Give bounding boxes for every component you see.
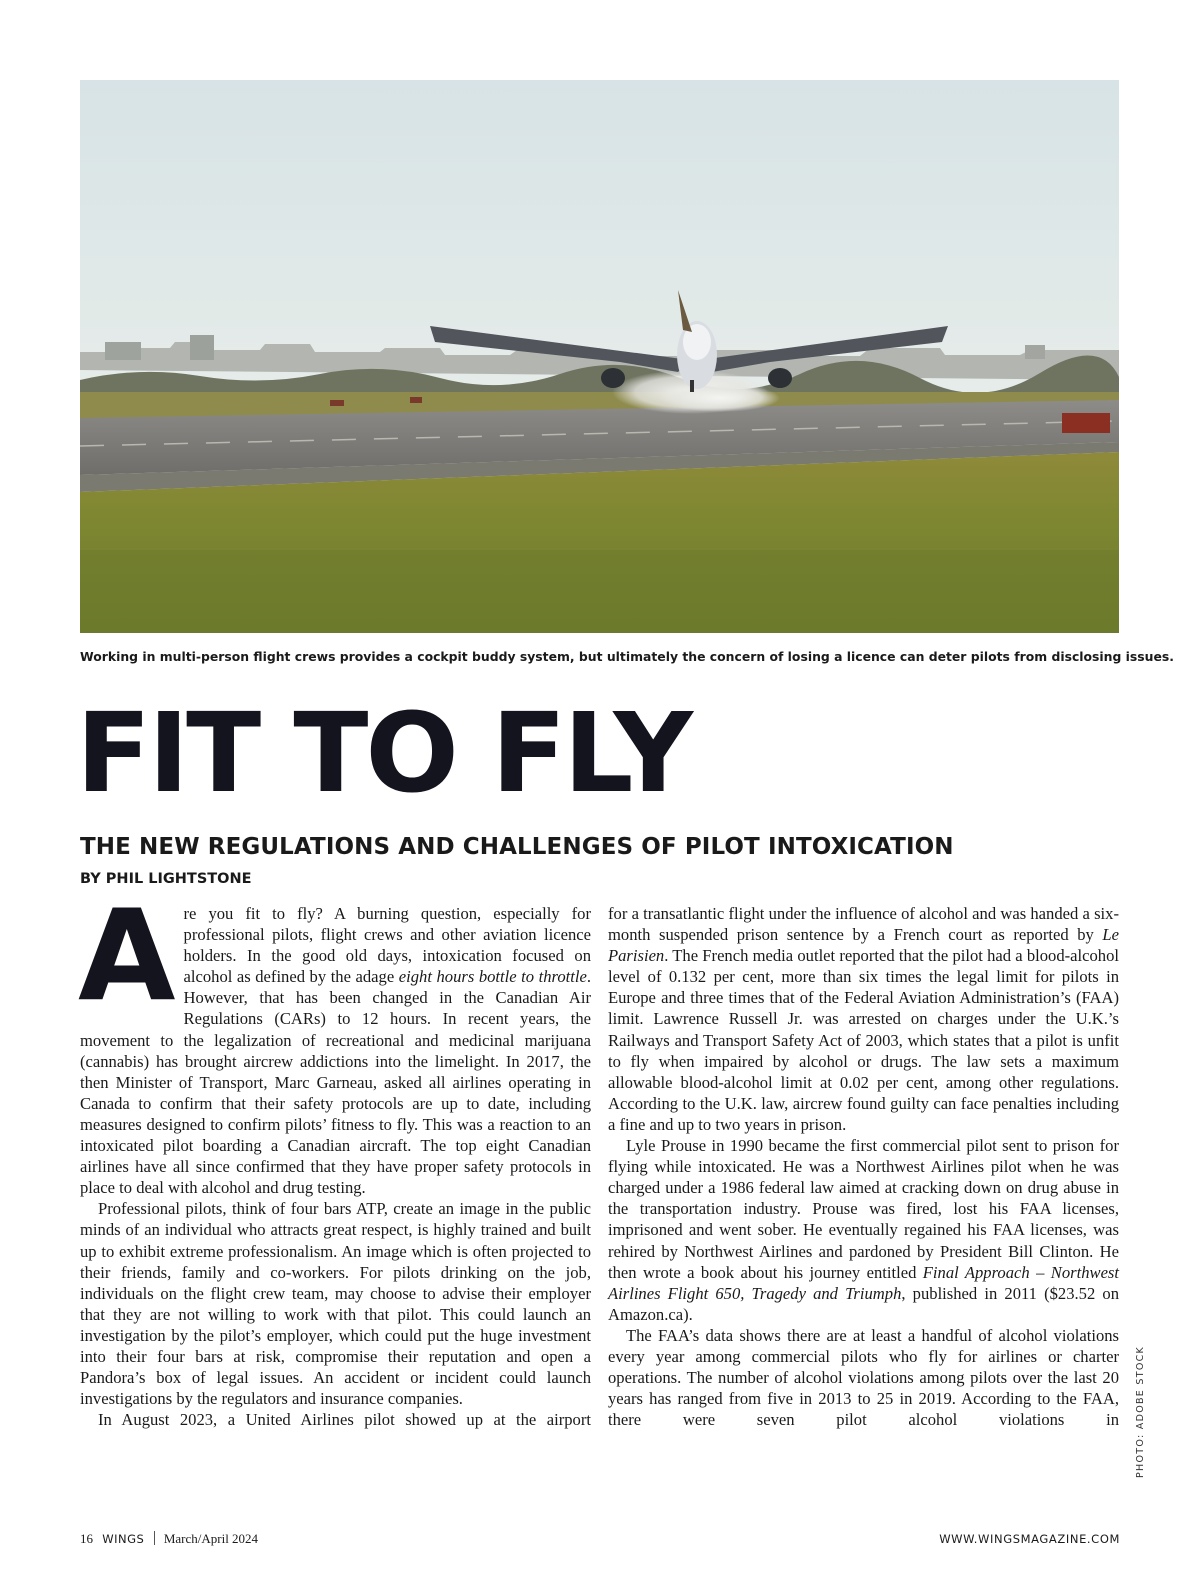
article-column-left [78, 882, 591, 1430]
magazine-name: WINGS [102, 1532, 145, 1546]
article-paragraph: The FAA’s data shows there are at least a handful of alcohol violations every year among commercial pilots who fly for airlines or charter operations. The number of alcohol violations among pilots over the last 20 years has ranged from five in 2013 to 25 in 2019. According to the FAA, there were seven pilot alcohol violations in [608, 1325, 1119, 1430]
page-number: 16 [80, 1531, 93, 1546]
drop-cap: A [78, 882, 176, 1029]
article-paragraph: for a transatlantic flight under the influence of alcohol and was handed a six-month suspended prison sentence by a French court as reported by Le Parisien. The French media outlet reported that the pilot had a blood-alcohol level of 0.132 per cent, more than six times the legal limit for pilots in Europe and three times that of the Federal Aviation Administration’s (FAA) limit. Lawrence Russell Jr. was arrested on charges under the U.K.’s Railways and Transport Safety Act of 2003, which states that a pilot is unfit to fly when impaired by alcohol or drugs. The law sets a maximum allowable blood-alcohol limit at 0.02 per cent, among other regulations. According to the U.K. law, aircrew found guilty can face penalties including a fine and up to two years in prison. [608, 904, 1119, 1134]
article-title: FIT TO FLY [76, 689, 690, 817]
photo-caption: Working in multi-person flight crews provides a cockpit buddy system, but ultimately the concern of losing a licence can deter pilots from disclosing issues. [80, 649, 1174, 664]
footer-divider [154, 1531, 155, 1545]
article-column-right [608, 903, 1119, 1430]
issue-date: March/April 2024 [163, 1531, 259, 1546]
page-footer-left [80, 1531, 258, 1547]
photo-credit: PHOTO: ADOBE STOCK [1135, 1345, 1146, 1478]
article-paragraph: In August 2023, a United Airlines pilot showed up at the airport [98, 1410, 591, 1430]
hero-photo [80, 80, 1119, 633]
article-paragraph: Professional pilots, think of four bars ATP, create an image in the public minds of an individual who attracts great respect, is highly trained and built up to exhibit extreme professionalism. An image which is often projected to their friends, family and co-workers. For pilots drinking on the job, individuals on the flight crew team, may choose to advise their employer that they are not willing to work with that pilot. This could launch an investigation by the pilot’s employer, which could put the huge investment into their four bars at risk, compromise their reputation and open a Pandora’s box of legal issues. An accident or incident could launch investigations by the regulators and insurance companies. [80, 1199, 591, 1409]
article-paragraph: Are you fit to fly? A burning question, especially for professional pilots, flight crews and other aviation licence holders. In the good old days, intoxication focused on alcohol as defined by the adage eight hours bottle to throttle. However, that has been changed in the Canadian Air Regulations (CARs) to 12 hours. In recent years, the movement to the legalization of recreational and medicinal marijuana (cannabis) has brought aircrew addictions into the limelight. In 2017, the then Minister of Transport, Marc Garneau, asked all airlines operating in Canada to confirm that their safety protocols are up to date, including measures designed to confirm pilots’ fitness to fly. This was a reaction to an intoxicated pilot boarding a Canadian aircraft. The top eight Canadian airlines have all since confirmed that they have proper safety protocols in place to deal with alcohol and drug testing. [78, 882, 591, 1198]
article-byline: BY PHIL LIGHTSTONE [80, 871, 252, 887]
website-link[interactable]: WWW.WINGSMAGAZINE.COM [939, 1532, 1120, 1546]
article-paragraph: Lyle Prouse in 1990 became the first commercial pilot sent to prison for flying while intoxicated. He was a Northwest Airlines pilot when he was charged under a 1986 federal law aimed at cracking down on drug abuse in the transportation industry. Prouse was fired, lost his FAA licenses, imprisoned and went sober. He eventually regained his FAA licenses, was rehired by Northwest Airlines and pardoned by President Bill Clinton. He then wrote a book about his journey entitled Final Approach – Northwest Airlines Flight 650, Tragedy and Triumph, published in 2011 ($23.52 on Amazon.ca). [608, 1136, 1120, 1324]
airplane-landing-image [80, 80, 1119, 633]
article-subtitle: THE NEW REGULATIONS AND CHALLENGES OF PILOT INTOXICATION [80, 834, 954, 860]
